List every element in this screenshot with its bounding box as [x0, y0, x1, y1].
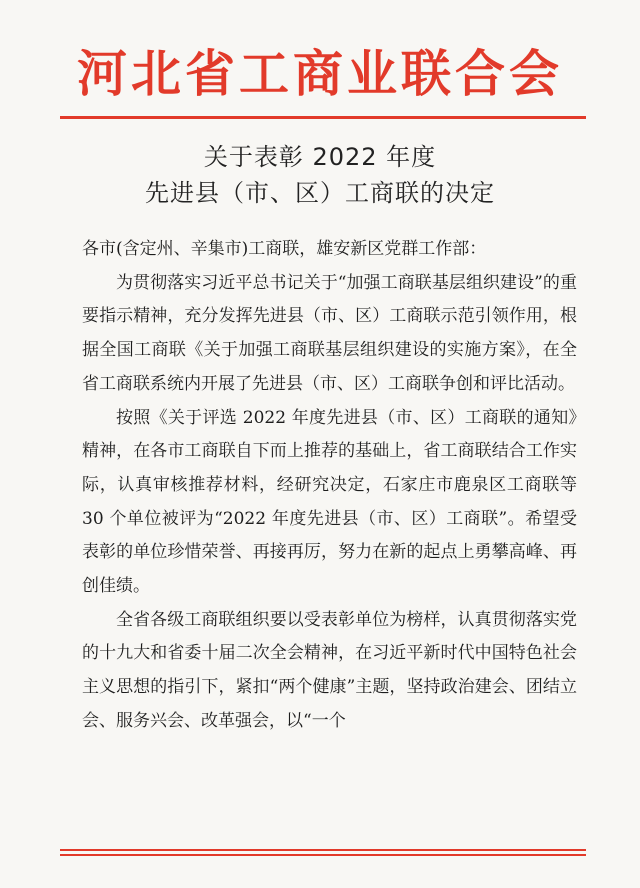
- paragraph-3: 全省各级工商联组织要以受表彰单位为榜样，认真贯彻落实党的十九大和省委十届二次全会精神，在习近平新时代中国特色社会主义思想的指引下，紧扣“两个健康”主题，坚持政治建会、团结立会、服务兴会、改革强会，以“一个: [82, 609, 577, 731]
- letterhead-red-rule: [60, 116, 586, 119]
- salutation: 各市(含定州、辛集市)工商联，雄安新区党群工作部：: [82, 239, 487, 259]
- document-title-line-2: 先进县（市、区）工商联的决定: [145, 179, 495, 207]
- footer-red-rule-bottom: [60, 854, 586, 856]
- document-title-line-1: 关于表彰 2022 年度: [203, 143, 437, 171]
- letterhead-title: 河北省工商业联合会: [77, 44, 563, 103]
- footer-red-rule-top: [60, 849, 586, 851]
- paragraph-2: 按照《关于评选 2022 年度先进县（市、区）工商联的通知》精神，在各市工商联自下而上推荐的基础上，省工商联结合工作实际，认真审核推荐材料，经研究决定，石家庄市鹿泉区工商联等 30 个单位被评为“2022 年度先进县（市、区）工商联”。希望受表彰的单位珍惜荣誉、再接再厉，努力在新的起点上勇攀高峰、再创佳绩。: [82, 407, 577, 597]
- paragraph-1: 为贯彻落实习近平总书记关于“加强工商联基层组织建设”的重要指示精神，充分发挥先进县（市、区）工商联示范引领作用，根据全国工商联《关于加强工商联基层组织建设的实施方案》，在全省工商联系统内开展了先进县（市、区）工商联争创和评比活动。: [82, 272, 577, 394]
- document-body: [82, 233, 577, 739]
